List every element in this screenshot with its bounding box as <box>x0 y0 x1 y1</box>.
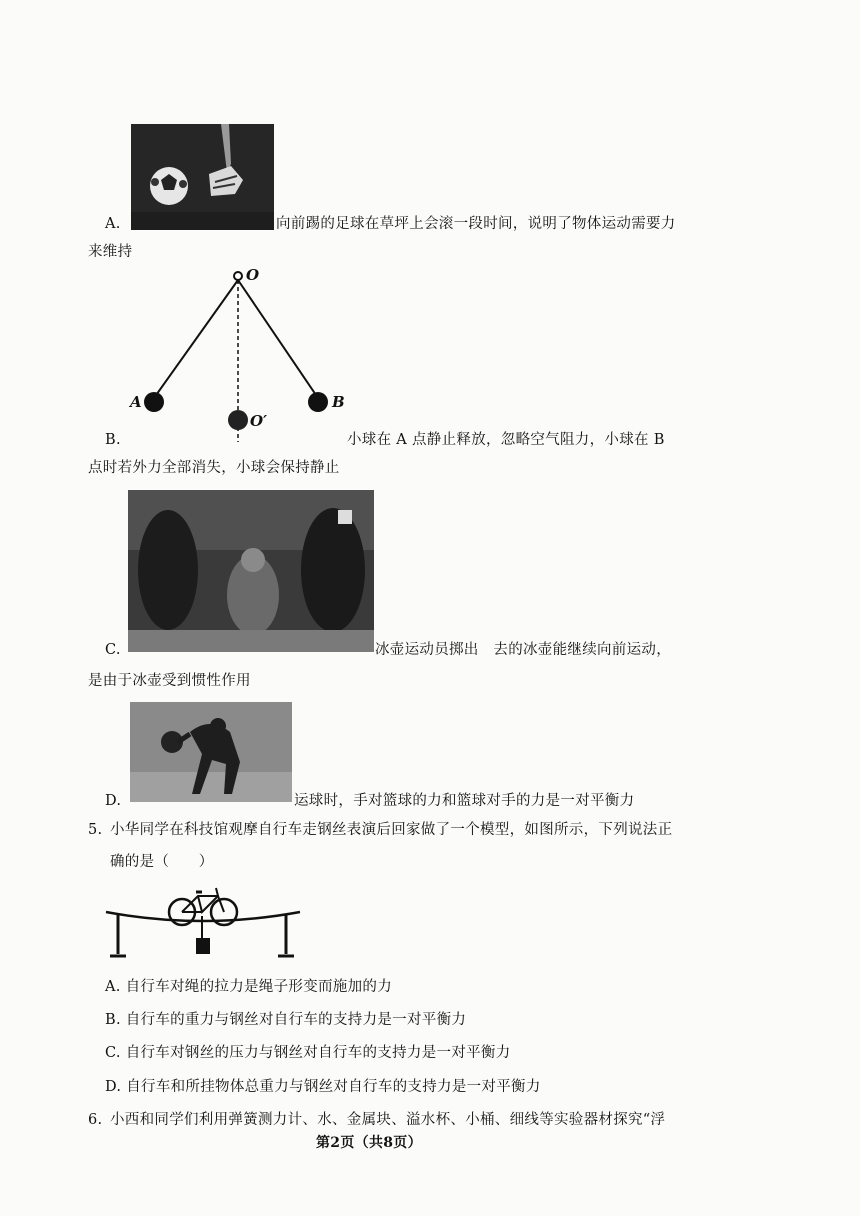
question-5-number: 5. <box>88 822 103 838</box>
bicycle-wire-diagram <box>104 878 304 960</box>
soccer-photo-art <box>131 124 274 230</box>
label-b: B <box>332 393 345 411</box>
option-b-letter: B. <box>105 432 121 448</box>
label-o-prime: O′ <box>250 412 268 430</box>
question-5-stem-line2: 确的是（ ） <box>110 854 214 870</box>
pendulum-diagram <box>120 262 350 447</box>
question-5-option-a: A. 自行车对绳的拉力是绳子形变而施加的力 <box>105 979 392 995</box>
option-b-text-line2: 点时若外力全部消失，小球会保持静止 <box>88 460 340 476</box>
option-a-text-line2: 来维持 <box>88 244 133 260</box>
option-d-letter: D. <box>105 793 122 809</box>
curling-photo <box>128 490 374 652</box>
label-o: O <box>246 266 260 284</box>
curling-photo-art <box>128 490 374 652</box>
option-d-text-line1: 运球时，手对篮球的力和篮球对手的力是一对平衡力 <box>294 793 635 809</box>
ball-o-prime <box>228 410 248 430</box>
option-a-text-line1: 向前踢的足球在草坪上会滚一段时间，说明了物体运动需要力 <box>276 216 676 232</box>
basketball-photo <box>130 702 292 802</box>
option-c-text-line2: 是由于冰壶受到惯性作用 <box>88 673 251 689</box>
ball-b <box>308 392 328 412</box>
page-footer: 第2页（共8页） <box>316 1135 422 1151</box>
soccer-photo <box>131 124 274 230</box>
question-6-number: 6. <box>88 1112 103 1128</box>
option-a-letter: A. <box>105 216 121 232</box>
label-a: A <box>130 393 142 411</box>
basketball-photo-art <box>130 702 292 802</box>
option-c-text-line1: 冰壶运动员掷出 去的冰壶能继续向前运动， <box>375 642 671 658</box>
question-6-stem-line1: 小西和同学们利用弹簧测力计、水、金属块、溢水杯、小桶、细线等实验器材探究“浮 <box>110 1112 666 1128</box>
option-c-letter: C. <box>105 642 121 658</box>
option-b-text-line1: 小球在 A 点静止释放，忽略空气阻力，小球在 B <box>347 432 665 448</box>
ball-a <box>144 392 164 412</box>
question-5-stem-line1: 小华同学在科技馆观摩自行车走钢丝表演后回家做了一个模型，如图所示，下列说法正 <box>110 822 673 838</box>
question-5-option-d: D. 自行车和所挂物体总重力与钢丝对自行车的支持力是一对平衡力 <box>105 1079 541 1095</box>
question-5-option-c: C. 自行车对钢丝的压力与钢丝对自行车的支持力是一对平衡力 <box>105 1045 511 1061</box>
question-5-option-b: B. 自行车的重力与钢丝对自行车的支持力是一对平衡力 <box>105 1012 467 1028</box>
